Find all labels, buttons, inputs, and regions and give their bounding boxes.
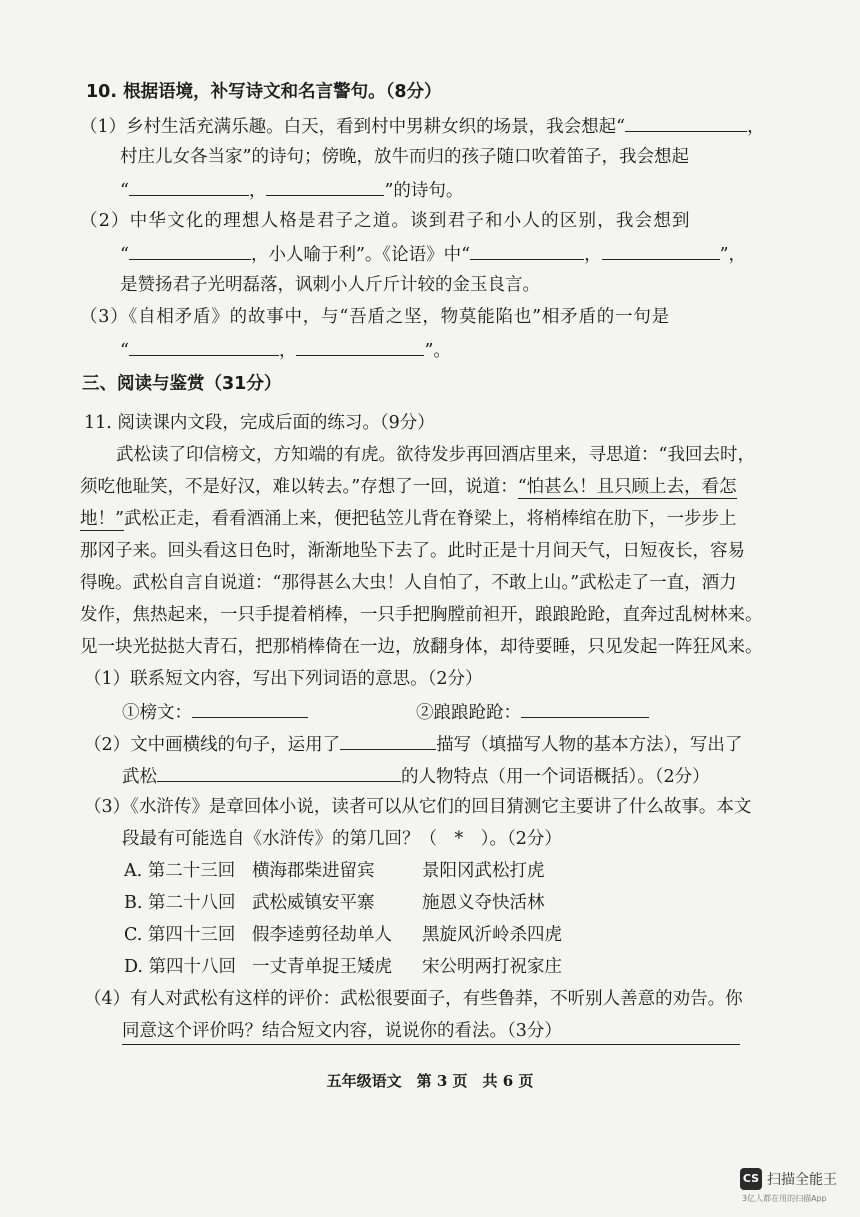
answer-line[interactable] — [122, 1044, 740, 1045]
q10-2-line3: 是赞扬君子光明磊落，讽刺小人斤斤计较的金玉良言。 — [120, 275, 540, 295]
q10-1-line1: （1）乡村生活充满乐趣。白天，看到村中男耕女织的场景，我会想起“ ， — [80, 113, 765, 139]
q11-sub1-word2: ②踉踉跄跄： — [416, 699, 649, 725]
passage-line: 武松读了印信榜文，方知端的有虎。欲待发步再回酒店里来，寻思道：“我回去时， — [116, 445, 755, 465]
passage-line: 须吃他耻笑，不是好汉，难以转去。”存想了一回，说道：“怕甚么！且只顾上去，看怎 — [80, 477, 737, 497]
q11-sub4-line1: （4）有人对武松有这样的评价：武松很要面子，有些鲁莽，不听别人善意的劝告。你 — [84, 989, 743, 1009]
passage-line: 得晚。武松自言自说道：“那得甚么大虫！人自怕了，不敢上山。”武松走了一直，酒力 — [80, 573, 737, 593]
passage-line: 那冈子来。回头看这日色时，渐渐地坠下去了。此时正是十月间天气，日短夜长，容易 — [80, 541, 745, 561]
answer-blank[interactable] — [129, 337, 279, 356]
answer-blank[interactable] — [157, 763, 401, 782]
answer-blank[interactable] — [129, 241, 251, 260]
passage-line: 发作，焦热起来，一只手提着梢棒，一只手把胸膛前袒开，踉踉跄跄，直奔过乱树林来。 — [80, 605, 763, 625]
watermark-name: 扫描全能王 — [767, 1172, 837, 1188]
q11-sub3-line2: 段最有可能选自《水浒传》的第几回？（ * ）。（2分） — [122, 829, 562, 849]
option-b[interactable]: B. 第二十八回 武松威镇安平寨 施恩义夺快活林 — [124, 893, 545, 913]
q10-2-line2: “ ，小人喻于利”。《论语》中“ ， ”， — [120, 241, 746, 267]
answer-blank[interactable] — [266, 177, 384, 196]
cs-logo-icon: CS — [740, 1168, 762, 1190]
answer-blank[interactable] — [470, 241, 584, 260]
passage-line: 地！”武松正走，看看酒涌上来，便把毡笠儿背在脊梁上，将梢棒绾在肋下，一步步上 — [80, 509, 737, 529]
underlined-sentence: “怕甚么！且只顾上去，看怎 — [517, 477, 737, 497]
option-a[interactable]: A. 第二十三回 横海郡柴进留宾 景阳冈武松打虎 — [124, 861, 545, 881]
answer-blank[interactable] — [296, 337, 424, 356]
option-d[interactable]: D. 第四十八回 一丈青单捉王矮虎 宋公明两打祝家庄 — [124, 957, 562, 977]
q11-sub4-line2: 同意这个评价吗？结合短文内容，说说你的看法。（3分） — [122, 1021, 562, 1041]
q11-sub1-word1: ①榜文： — [122, 699, 308, 725]
scanner-watermark — [740, 1166, 852, 1206]
q10-2-line1: （2）中华文化的理想人格是君子之道。谈到君子和小人的区别，我会想到 — [80, 211, 691, 231]
answer-blank[interactable] — [129, 177, 249, 196]
q10-3-line1: （3）《自相矛盾》的故事中，与“吾盾之坚，物莫能陷也”相矛盾的一句是 — [80, 307, 670, 327]
page-footer: 五年级语文 第 3 页 共 6 页 — [326, 1072, 534, 1090]
answer-blank[interactable] — [340, 731, 436, 750]
answer-blank[interactable] — [602, 241, 720, 260]
q10-1-line3: “ ， ”的诗句。 — [120, 177, 463, 203]
q10-1-line2: 村庄儿女各当家”的诗句；傍晚，放牛而归的孩子随口吹着笛子，我会想起 — [120, 147, 689, 167]
answer-blank[interactable] — [625, 113, 747, 132]
answer-blank[interactable] — [192, 699, 308, 718]
section-heading: 三、阅读与鉴赏（31分） — [82, 374, 282, 394]
q10-3-line2: “ ， ”。 — [120, 337, 451, 363]
q11-sub1: （1）联系短文内容，写出下列词语的意思。（2分） — [84, 669, 483, 689]
q11-sub2-line1: （2）文中画横线的句子，运用了 描写（填描写人物的基本方法），写出了 — [84, 731, 742, 757]
q11-sub2-line2: 武松 的人物特点（用一个词语概括）。（2分） — [122, 763, 710, 789]
q10-title: 10. 根据语境，补写诗文和名言警句。（8分） — [86, 82, 442, 102]
watermark-tagline: 3亿人都在用的扫描App — [742, 1194, 827, 1203]
passage-line: 见一块光挞挞大青石，把那梢棒倚在一边，放翻身体，却待要睡，只见发起一阵狂风来。 — [80, 637, 763, 657]
option-c[interactable]: C. 第四十三回 假李逵剪径劫单人 黑旋风沂岭杀四虎 — [124, 925, 562, 945]
answer-blank[interactable] — [521, 699, 649, 718]
q11-sub3-line1: （3）《水浒传》是章回体小说，读者可以从它们的回目猜测它主要讲了什么故事。本文 — [84, 797, 752, 817]
q11-title: 11. 阅读课内文段，完成后面的练习。（9分） — [84, 413, 435, 433]
underlined-sentence: 地！” — [80, 509, 124, 529]
